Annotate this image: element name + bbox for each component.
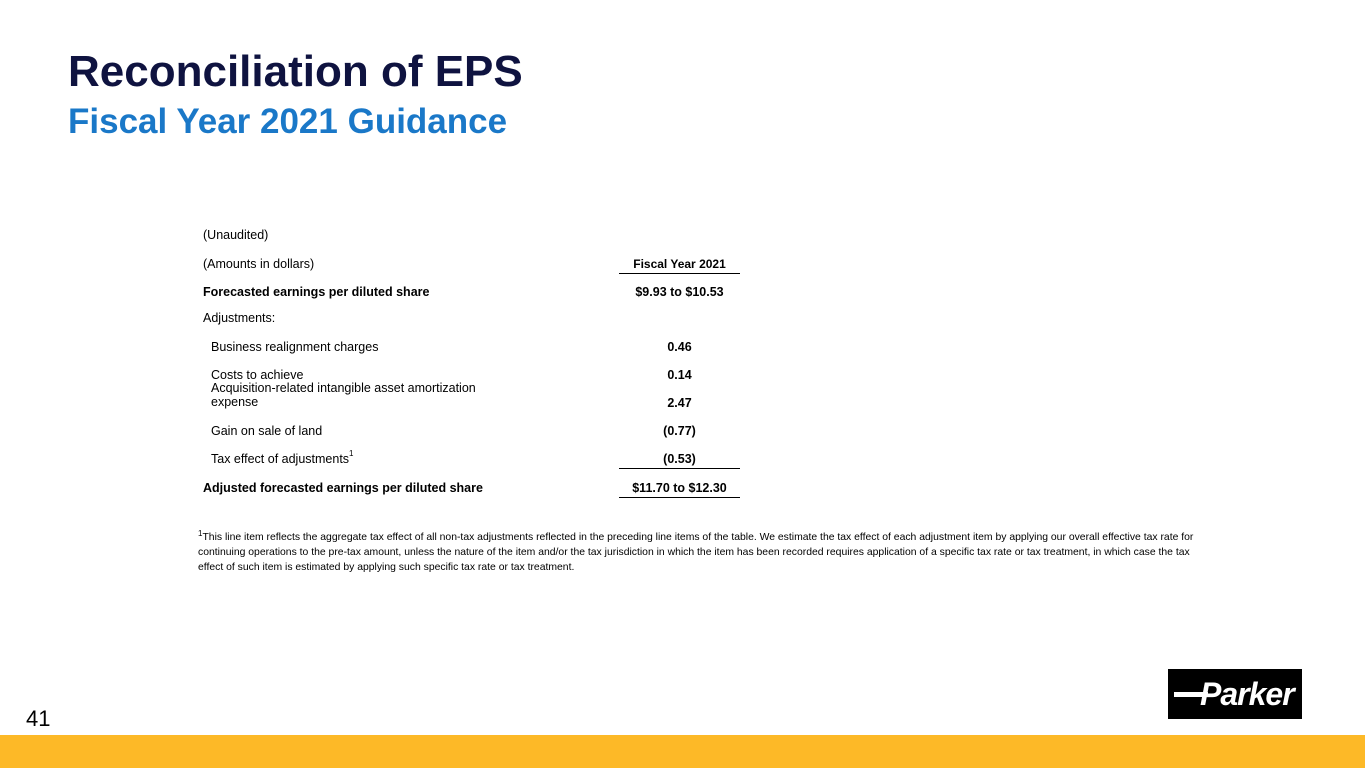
row-label <box>211 450 354 468</box>
unaudited-note: (Unaudited) <box>203 228 269 242</box>
page-number: 41 <box>26 706 51 731</box>
table-total-row <box>203 479 743 497</box>
footnote-marker: 1 <box>198 529 203 538</box>
table-row <box>203 450 743 468</box>
tax-effect-label: Tax effect of adjustments <box>211 452 350 466</box>
row-value: (0.53) <box>619 450 740 469</box>
adjusted-value: $11.70 to $12.30 <box>619 479 740 498</box>
column-header: Fiscal Year 2021 <box>619 255 740 274</box>
table-note-row <box>203 226 743 244</box>
row-label: Acquisition-related intangible asset amortization expense <box>211 381 476 409</box>
forecast-label: Forecasted earnings per diluted share <box>203 285 430 299</box>
row-value: 0.46 <box>667 340 692 354</box>
page-title: Reconciliation of EPS <box>68 47 523 96</box>
footnote <box>198 530 1198 575</box>
footer-bar <box>0 735 1365 768</box>
table-row <box>203 309 743 327</box>
parker-logo <box>1168 669 1302 719</box>
table-header-row <box>203 255 743 273</box>
table-row <box>203 283 743 301</box>
row-label: Business realignment charges <box>211 340 379 354</box>
units-label: (Amounts in dollars) <box>203 257 315 271</box>
table-row <box>203 338 743 356</box>
row-value: (0.77) <box>663 424 696 438</box>
adjustments-label: Adjustments: <box>203 311 276 325</box>
footnote-text: This line item reflects the aggregate tax effect of all non-tax adjustments reflected in the preceding line items of the table. We estimate the tax effect of each adjustment item by applying our overall effective tax rate for continuing operations to the pre-tax amount, unless the nature of the item and/or the tax jurisdiction in which the item has been recorded requires application of a specific tax rate or tax treatment, in which case the tax effect of such item is estimated by applying such specific tax rate or tax treatment. <box>198 532 1194 573</box>
forecast-value: $9.93 to $10.53 <box>635 285 724 299</box>
row-label: Gain on sale of land <box>211 424 323 438</box>
page-subtitle: Fiscal Year 2021 Guidance <box>68 102 508 141</box>
row-value: 2.47 <box>667 396 692 410</box>
footnote-marker: 1 <box>349 449 354 458</box>
table-row <box>203 381 743 413</box>
row-value: 0.14 <box>667 368 692 382</box>
row-label: Costs to achieve <box>211 368 304 382</box>
logo-text: Parker <box>1200 676 1294 712</box>
adjusted-label: Adjusted forecasted earnings per diluted share <box>203 481 483 495</box>
table-row <box>203 422 743 440</box>
